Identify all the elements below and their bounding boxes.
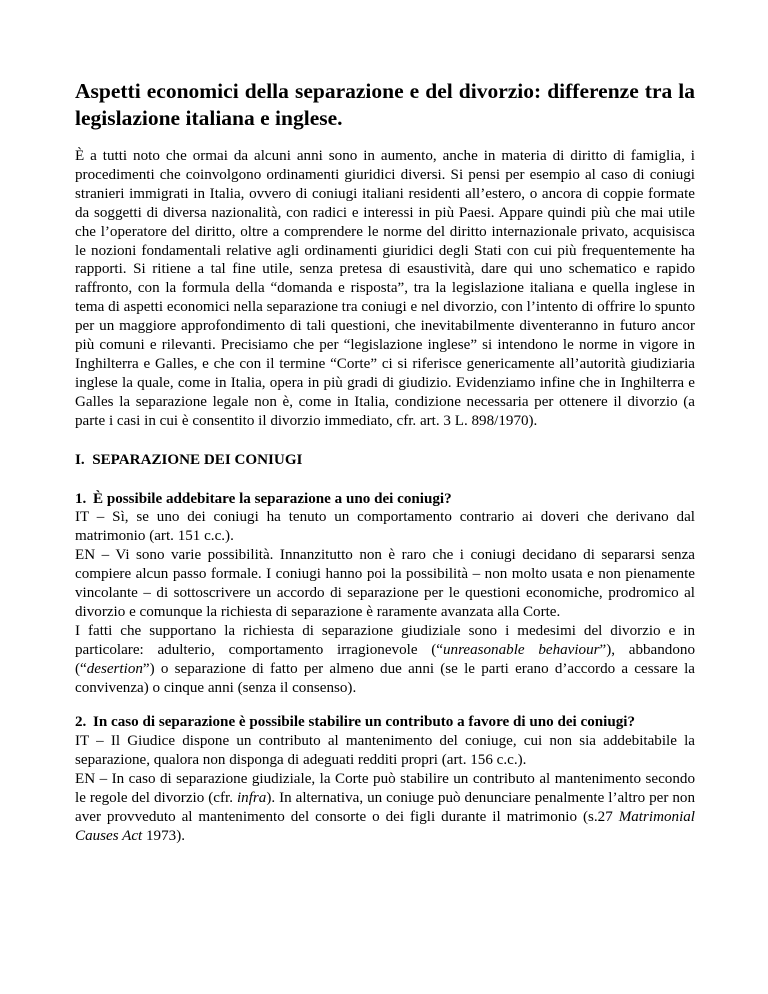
act-name: Matrimonial Causes Act xyxy=(75,809,695,844)
document-title: Aspetti economici della separazione e del divorzio: differenze tra la legislazione italiana e inglese. xyxy=(75,79,695,130)
section-heading xyxy=(75,451,695,470)
section-number: I. xyxy=(75,451,85,468)
text-run: ”), abbandono (“ xyxy=(75,641,695,677)
document-page xyxy=(75,78,695,846)
answer-en: EN – Vi sono varie possibilità. Innanzitutto non è raro che i coniugi decidano di separarsi senza compiere alcun passo formale. I coniugi hanno poi la possibilità – non molto usata e non pienamente vincolante – di sottoscrivere un accordo di separazione per le questioni economiche, prodromico al divorzio e comunque la richiesta di separazione è raramente avanzata alla Corte. xyxy=(75,547,695,620)
text-run: ”) o separazione di fatto per almeno due anni (se le parti erano d’accordo a cessare la convivenza) o cinque anni (senza il consenso). xyxy=(75,660,695,696)
question-2-heading xyxy=(75,713,695,732)
question-text: È possibile addebitare la separazione a uno dei coniugi? xyxy=(93,490,452,507)
latin-term: infra xyxy=(236,790,267,807)
question-number: 2. xyxy=(75,714,87,731)
text-run: ). In alternativa, un coniuge può denunciare penalmente l’altro per non aver provveduto al mantenimento del consorte o dei figli durante il matrimonio (s.27 xyxy=(75,790,695,825)
text-run: I fatti che supportano la richiesta di separazione giudiziale sono i medesimi del divorzio e in particolare: adulterio, comportamento irragionevole (“ xyxy=(75,622,695,658)
question-text: In caso di separazione è possibile stabilire un contributo a favore di uno dei coniugi? xyxy=(93,714,636,731)
text-run: 1973). xyxy=(142,827,185,844)
answer-en xyxy=(75,770,695,846)
question-1-heading xyxy=(75,490,695,509)
text-run: EN – In caso di separazione giudiziale, la Corte può stabilire un contributo al mantenimento secondo le regole del divorzio (cfr. xyxy=(75,771,695,807)
section-title: SEPARAZIONE DEI CONIUGI xyxy=(92,451,303,468)
answer-it: IT – Sì, se uno dei coniugi ha tenuto un comportamento contrario ai doveri che derivano dal matrimonio (art. 151 c.c.). xyxy=(75,509,695,545)
answer-it: IT – Il Giudice dispone un contributo al mantenimento del coniuge, cui non sia addebitabile la separazione, qualora non disponga di adeguati redditi propri (art. 156 c.c.). xyxy=(75,733,695,769)
question-number: 1. xyxy=(75,490,87,507)
answer-facts xyxy=(75,622,695,698)
intro-paragraph: È a tutti noto che ormai da alcuni anni sono in aumento, anche in materia di diritto di famiglia, i procedimenti che coinvolgono ordinamenti giuridici diversi. Si pensi per esempio al caso di coniugi stranieri immigrati in Italia, ovvero di coniugi italiani residenti all’estero, o ancora di coppie formate da soggetti di diversa nazionalità, con radici e interessi in più Paesi. Appare quindi più che mai utile che l’operatore del diritto, oltre a comprendere le norme del diritto internazionale privato, acquisisca le nozioni fondamentali relative agli ordinamenti giuridici degli Stati con cui più frequentemente ha rapporti. Si ritiene a tal fine utile, senza pretesa di esaustività, dare qui uno schematico e rapido raffronto, con la formula della “domanda e risposta”, tra la legislazione italiana e quella inglese in tema di aspetti economici nella separazione tra coniugi e nel divorzio, con l’intento di offrire lo spunto per un maggiore approfondimento di tali questioni, che inevitabilmente diventeranno in futuro ancor più comuni e rilevanti. Precisiamo che per “legislazione inglese” si intendono le norme in vigore in Inghilterra e Galles, e che con il termine “Corte” ci si riferisce genericamente all’autorità giudiziaria inglese la quale, come in Italia, opera in più gradi di giudizio. Evidenziamo infine che in Inghilterra e Galles la separazione legale non è, come in Italia, condizione necessaria per ottenere il divorzio (a parte i casi in cui è consentito il divorzio immediato, cfr. art. 3 L. 898/1970). xyxy=(75,148,695,429)
english-term: unreasonable behaviour xyxy=(442,641,600,658)
english-term: desertion xyxy=(86,660,143,677)
